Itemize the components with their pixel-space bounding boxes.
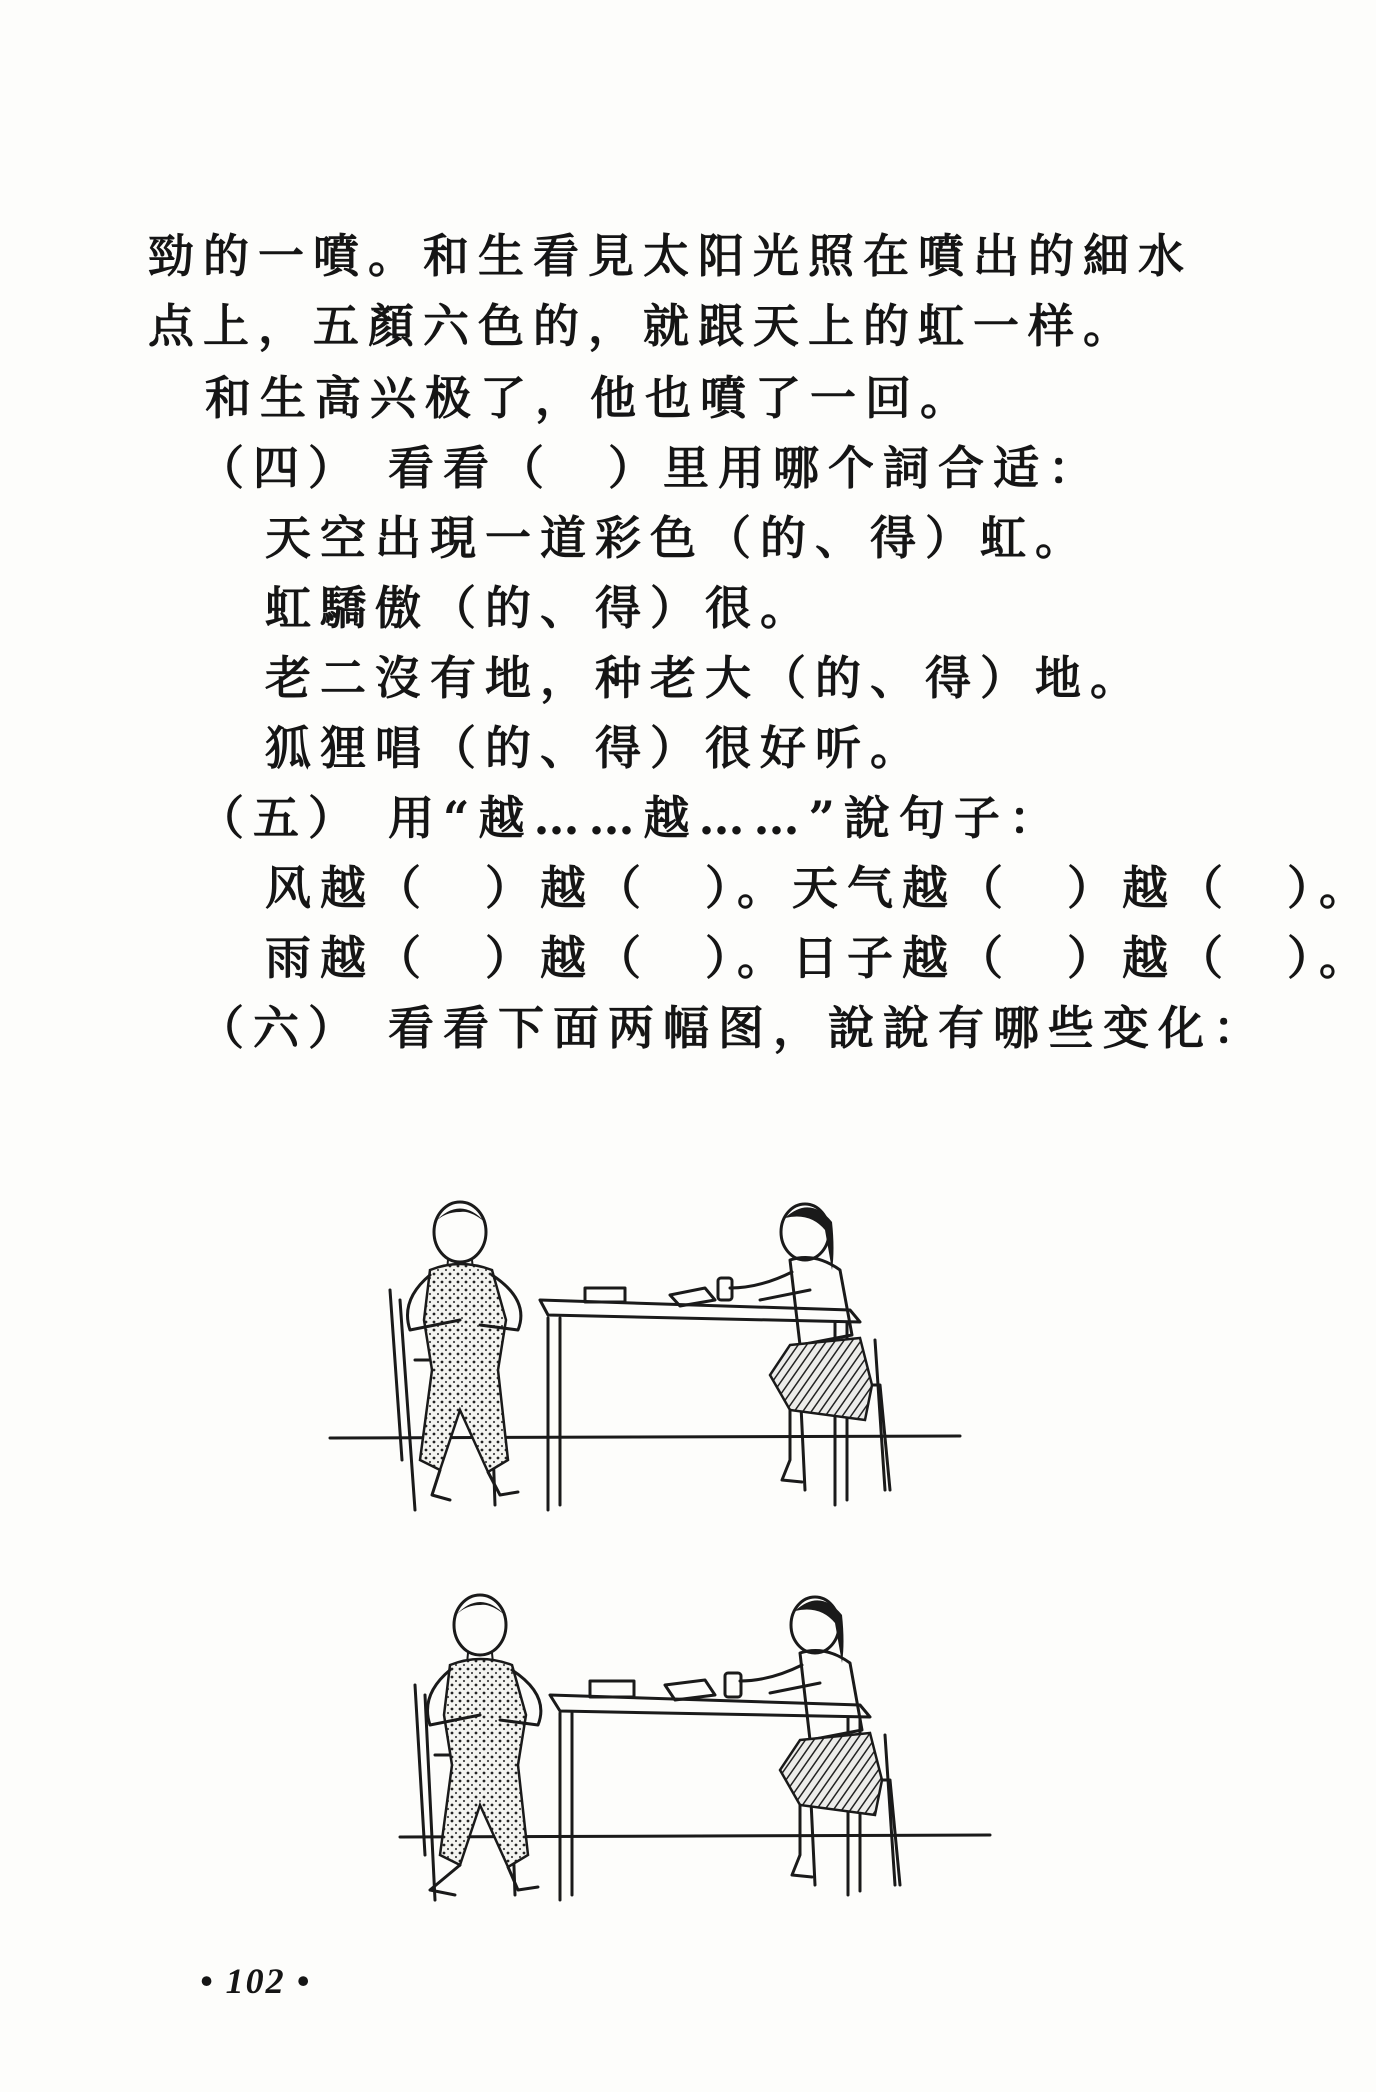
exercise-4-item-3: 老二沒有地，种老大（的、得）地。 [265, 651, 1145, 705]
exercise-5-item-2: 雨越（ ）越（ ）。日子越（ ）越（ ）。 [265, 931, 1374, 985]
exercise-5-item-1: 风越（ ）越（ ）。天气越（ ）越（ ）。 [265, 861, 1374, 915]
illustration-two-girls-at-table-1 [320, 1160, 1000, 1530]
illustration-two-girls-at-table-2 [370, 1555, 1030, 1925]
text-line-2: 点上，五顏六色的，就跟天上的虹一样。 [148, 299, 1138, 353]
exercise-4-item-4: 狐狸唱（的、得）很好听。 [265, 721, 925, 775]
text-line-3: 和生高兴极了，他也噴了一回。 [205, 371, 975, 425]
page-number: • 102 • [200, 1961, 312, 2001]
exercise-5-heading: （五） 用“越……越……”說句子： [198, 791, 1064, 845]
exercise-6-heading: （六） 看看下面两幅图，說說有哪些变化： [198, 1001, 1269, 1055]
exercise-4-heading: （四） 看看（ ）里用哪个詞合适： [198, 441, 1104, 495]
exercise-4-item-2: 虹驕傲（的、得）很。 [265, 581, 815, 635]
text-line-1: 勁的一噴。和生看見太阳光照在噴出的細水 [148, 229, 1193, 283]
exercise-4-item-1: 天空出現一道彩色（的、得）虹。 [265, 511, 1090, 565]
